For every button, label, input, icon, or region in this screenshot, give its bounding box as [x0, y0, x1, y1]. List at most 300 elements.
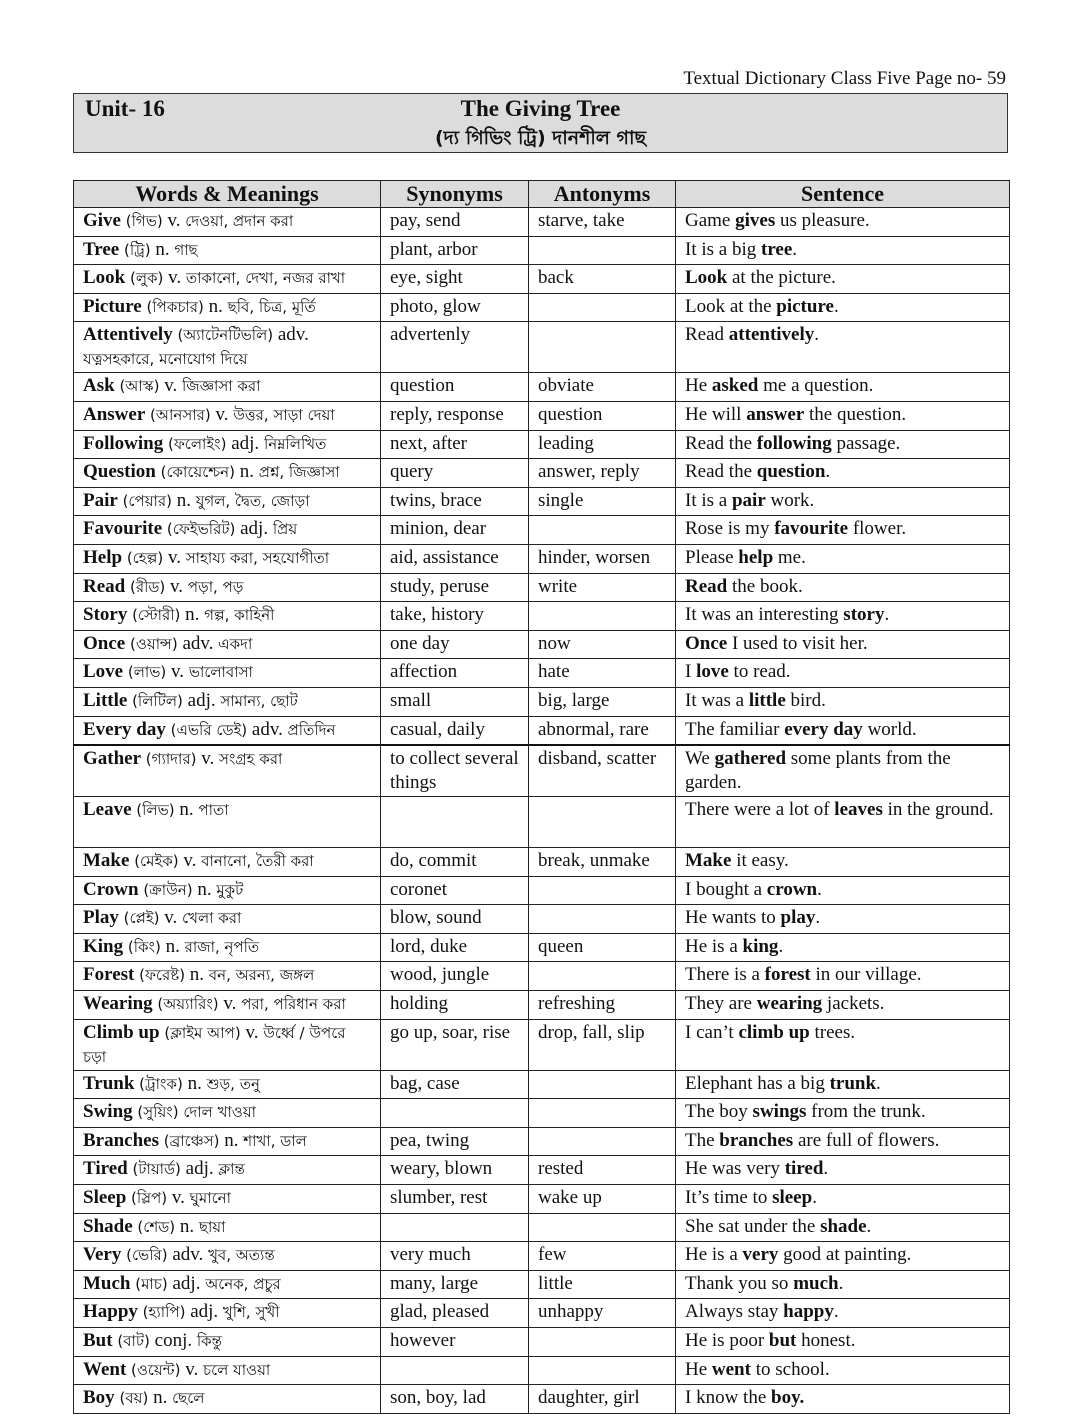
- sentence-post: it easy.: [731, 850, 789, 872]
- synonyms-cell: glad, pleased: [381, 1299, 529, 1328]
- synonyms-cell: however: [381, 1328, 529, 1357]
- word-cell: [74, 1299, 381, 1328]
- word-pronunciation: (লিভ): [136, 801, 175, 820]
- word-pronunciation: (লাভ): [127, 663, 167, 682]
- antonyms-cell: [529, 236, 676, 265]
- sentence-post: us pleasure.: [775, 210, 870, 231]
- sentence-cell: [676, 1356, 1010, 1385]
- sentence-post: .: [778, 935, 784, 957]
- table-row: [74, 1099, 1010, 1128]
- sentence-keyword: shade: [820, 1215, 867, 1237]
- word-cell: [74, 293, 381, 322]
- sentence-keyword: very: [742, 1244, 779, 1266]
- sentence-post: at the picture.: [727, 267, 836, 289]
- sentence-keyword: following: [756, 432, 832, 454]
- word-pronunciation: (গিভ): [125, 212, 163, 230]
- word-cell: [74, 516, 381, 545]
- word-cell: [74, 487, 381, 516]
- sentence-cell: [676, 1099, 1010, 1128]
- word-term: Story: [83, 604, 128, 626]
- word-part-of-speech: n.: [224, 1129, 239, 1151]
- sentence-post: .: [825, 461, 831, 483]
- word-part-of-speech: adv.: [277, 324, 309, 346]
- antonyms-cell: hinder, worsen: [529, 544, 676, 573]
- word-term: Climb up: [83, 1021, 160, 1043]
- sentence-post: .: [866, 1215, 872, 1237]
- sentence-pre: I know the: [685, 1387, 772, 1409]
- table-row: [74, 602, 1010, 631]
- synonyms-cell: holding: [381, 991, 529, 1020]
- word-meaning: খুব, অত্যন্ত: [208, 1246, 275, 1265]
- word-term: Sleep: [83, 1187, 127, 1209]
- sentence-post: work.: [765, 489, 815, 511]
- sentence-cell: [676, 630, 1010, 659]
- table-row: [74, 322, 1010, 373]
- word-meaning: ভালোবাসা: [188, 663, 253, 682]
- sentence-pre: We: [685, 748, 715, 770]
- word-pronunciation: (পেয়ার): [122, 491, 172, 510]
- antonyms-cell: [529, 516, 676, 545]
- antonyms-cell: obviate: [529, 373, 676, 402]
- sentence-keyword: gives: [735, 210, 776, 231]
- synonyms-cell: lord, duke: [381, 933, 529, 962]
- word-term: Tree: [83, 238, 120, 260]
- word-meaning: যুগল, দ্বৈত, জোড়া: [195, 491, 310, 510]
- table-row: [74, 1127, 1010, 1156]
- table-row: [74, 1156, 1010, 1185]
- word-pronunciation: (বাট): [117, 1332, 150, 1350]
- synonyms-cell: [381, 1356, 529, 1385]
- sentence-pre: I bought a: [685, 878, 767, 900]
- antonyms-cell: [529, 602, 676, 631]
- word-cell: [74, 459, 381, 488]
- word-meaning: জিজ্ঞাসা করা: [181, 377, 261, 396]
- sentence-keyword: Once: [685, 632, 728, 654]
- word-meaning: মুকুট: [216, 880, 244, 899]
- word-meaning: নিম্নলিখিত: [263, 434, 327, 453]
- sentence-keyword: every day: [784, 718, 863, 740]
- sentence-pre: Please: [685, 546, 739, 568]
- word-cell: [74, 602, 381, 631]
- antonyms-cell: few: [529, 1242, 676, 1271]
- synonyms-cell: do, commit: [381, 848, 529, 877]
- sentence-keyword: Make: [685, 850, 732, 872]
- sentence-keyword: little: [748, 689, 786, 711]
- sentence-pre: He wants to: [685, 907, 781, 929]
- header-synonyms: Synonyms: [381, 181, 529, 208]
- sentence-cell: [676, 1299, 1010, 1328]
- word-part-of-speech: adj.: [240, 518, 269, 540]
- sentence-pre: He is a: [685, 935, 743, 957]
- word-meaning: উত্তর, সাড়া দেয়া: [233, 405, 335, 424]
- sentence-keyword: asked: [711, 375, 759, 397]
- sentence-pre: Read the: [685, 432, 757, 454]
- word-part-of-speech: v.: [171, 661, 185, 683]
- sentence-cell: [676, 265, 1010, 294]
- word-cell: [74, 933, 381, 962]
- sentence-pre: He: [685, 375, 712, 397]
- word-meaning: সংগ্রহ করা: [219, 750, 283, 769]
- synonyms-cell: query: [381, 459, 529, 488]
- sentence-post: in our village.: [810, 964, 922, 986]
- word-part-of-speech: v.: [167, 210, 181, 231]
- sentence-post: in the ground.: [882, 799, 994, 821]
- word-pronunciation: (অ্যাটেনটিভলি): [177, 326, 274, 345]
- sentence-post: .: [812, 1187, 817, 1209]
- sentence-post: .: [823, 1158, 829, 1180]
- sentence-pre: Elephant has a big: [685, 1072, 830, 1094]
- sentence-post: jackets.: [822, 993, 885, 1015]
- word-cell: [74, 401, 381, 430]
- sentence-post: trees.: [809, 1021, 856, 1043]
- antonyms-cell: rested: [529, 1156, 676, 1185]
- word-meaning: খেলা করা: [182, 909, 242, 928]
- word-meaning: প্রতিদিন: [287, 720, 336, 739]
- sentence-post: bird.: [785, 689, 826, 711]
- sentence-cell: [676, 401, 1010, 430]
- antonyms-cell: [529, 322, 676, 373]
- table-row: [74, 991, 1010, 1020]
- word-part-of-speech: adv.: [251, 718, 283, 740]
- word-term: Swing: [83, 1101, 133, 1123]
- word-cell: [74, 265, 381, 294]
- word-term: But: [83, 1330, 113, 1351]
- sentence-post: .: [792, 238, 798, 260]
- word-meaning: কিন্তু: [196, 1332, 222, 1350]
- sentence-keyword: Look: [685, 267, 728, 289]
- sentence-post: me a question.: [758, 375, 874, 397]
- sentence-pre: I: [685, 661, 697, 683]
- word-cell: [74, 962, 381, 991]
- sentence-keyword: gathered: [714, 748, 787, 770]
- synonyms-cell: reply, response: [381, 401, 529, 430]
- sentence-keyword: but: [768, 1330, 797, 1351]
- word-pronunciation: (ক্রাউন): [143, 880, 193, 899]
- antonyms-cell: [529, 797, 676, 848]
- word-part-of-speech: conj.: [154, 1330, 193, 1351]
- antonyms-cell: [529, 1356, 676, 1385]
- synonyms-cell: advertenly: [381, 322, 529, 373]
- sentence-post: .: [815, 907, 821, 929]
- sentence-pre: Rose is my: [685, 518, 775, 540]
- word-term: King: [83, 935, 124, 957]
- word-part-of-speech: n.: [155, 238, 170, 260]
- synonyms-cell: to collect several things: [381, 745, 529, 797]
- antonyms-cell: [529, 1213, 676, 1242]
- antonyms-cell: single: [529, 487, 676, 516]
- word-pronunciation: (ফেইভরিট): [166, 520, 236, 539]
- word-term: Read: [83, 575, 126, 597]
- sentence-keyword: climb up: [738, 1021, 810, 1043]
- synonyms-cell: pay, send: [381, 208, 529, 237]
- word-meaning: প্রশ্ন, জিজ্ঞাসা: [258, 463, 340, 482]
- sentence-post: the question.: [804, 403, 907, 425]
- sentence-keyword: forest: [764, 964, 811, 986]
- table-row: [74, 848, 1010, 877]
- unit-header: [73, 93, 1008, 153]
- word-cell: [74, 630, 381, 659]
- word-meaning: ছবি, চিত্র, মূর্তি: [227, 297, 316, 316]
- antonyms-cell: now: [529, 630, 676, 659]
- table-row: [74, 1385, 1010, 1414]
- sentence-keyword: pair: [731, 489, 766, 511]
- antonyms-cell: [529, 293, 676, 322]
- synonyms-cell: take, history: [381, 602, 529, 631]
- word-term: Leave: [83, 799, 132, 821]
- word-pronunciation: (পিকচার): [146, 297, 204, 316]
- word-pronunciation: (লুক): [130, 269, 164, 288]
- word-cell: [74, 1019, 381, 1070]
- word-term: Much: [83, 1272, 131, 1294]
- table-row: [74, 1299, 1010, 1328]
- word-pronunciation: (শেড): [137, 1217, 176, 1236]
- sentence-pre: Look at the: [685, 295, 777, 317]
- sentence-cell: [676, 1185, 1010, 1214]
- page-reference: Textual Dictionary Class Five Page no- 59: [683, 68, 1006, 89]
- sentence-keyword: happy: [783, 1301, 834, 1323]
- word-cell: [74, 322, 381, 373]
- table-row: [74, 430, 1010, 459]
- sentence-keyword: story: [843, 604, 885, 626]
- synonyms-cell: photo, glow: [381, 293, 529, 322]
- antonyms-cell: disband, scatter: [529, 745, 676, 797]
- table-row: [74, 797, 1010, 848]
- synonyms-cell: bag, case: [381, 1070, 529, 1099]
- word-pronunciation: (ব্রাঞ্চেস): [163, 1131, 220, 1150]
- word-term: Question: [83, 461, 156, 483]
- synonyms-cell: question: [381, 373, 529, 402]
- word-part-of-speech: n.: [185, 604, 200, 626]
- word-term: Make: [83, 850, 130, 872]
- word-pronunciation: (আনসার): [150, 405, 211, 424]
- word-pronunciation: (ট্রাংক): [139, 1074, 183, 1093]
- word-cell: [74, 236, 381, 265]
- synonyms-cell: study, peruse: [381, 573, 529, 602]
- sentence-pre: It was an interesting: [685, 604, 844, 626]
- header-antonyms: Antonyms: [529, 181, 676, 208]
- word-pronunciation: (বয়): [119, 1389, 149, 1408]
- synonyms-cell: many, large: [381, 1270, 529, 1299]
- header-words: Words & Meanings: [74, 181, 381, 208]
- word-part-of-speech: n.: [189, 964, 205, 986]
- word-term: Forest: [83, 964, 135, 986]
- table-row: [74, 659, 1010, 688]
- word-pronunciation: (ওয়ান্স): [129, 634, 178, 653]
- sentence-cell: [676, 459, 1010, 488]
- word-cell: [74, 430, 381, 459]
- sentence-keyword: king: [742, 935, 779, 957]
- table-row: [74, 401, 1010, 430]
- sentence-keyword: swings: [752, 1101, 807, 1123]
- antonyms-cell: [529, 876, 676, 905]
- word-pronunciation: (রীড): [129, 577, 166, 596]
- word-pronunciation: (হ্যাপি): [142, 1303, 186, 1322]
- word-cell: [74, 797, 381, 848]
- sentence-keyword: favourite: [774, 518, 849, 540]
- word-term: Tired: [83, 1158, 128, 1180]
- sentence-cell: [676, 848, 1010, 877]
- synonyms-cell: blow, sound: [381, 905, 529, 934]
- sentence-keyword: much: [793, 1272, 839, 1294]
- word-meaning: দোল খাওয়া: [183, 1103, 257, 1122]
- word-meaning: সামান্য, ছোট: [220, 691, 298, 710]
- sentence-cell: [676, 876, 1010, 905]
- word-term: Picture: [83, 295, 142, 317]
- word-part-of-speech: n.: [239, 461, 254, 483]
- synonyms-cell: son, boy, lad: [381, 1385, 529, 1414]
- sentence-post: some plants from the garden.: [685, 748, 951, 794]
- antonyms-cell: back: [529, 265, 676, 294]
- antonyms-cell: starve, take: [529, 208, 676, 237]
- synonyms-cell: plant, arbor: [381, 236, 529, 265]
- synonyms-cell: [381, 797, 529, 848]
- word-part-of-speech: v.: [245, 1021, 259, 1043]
- sentence-post: I used to visit her.: [727, 632, 868, 654]
- synonyms-cell: one day: [381, 630, 529, 659]
- word-meaning: গাছ: [174, 240, 198, 259]
- word-part-of-speech: n.: [179, 799, 194, 821]
- antonyms-cell: queen: [529, 933, 676, 962]
- sentence-pre: She sat under the: [685, 1215, 821, 1237]
- word-meaning: দেওয়া, প্রদান করা: [185, 212, 294, 230]
- word-pronunciation: (প্লেই): [123, 909, 160, 928]
- synonyms-cell: [381, 1213, 529, 1242]
- sentence-cell: [676, 293, 1010, 322]
- sentence-pre: Read: [685, 324, 729, 346]
- word-term: Happy: [83, 1301, 138, 1323]
- word-meaning: পড়া, পড়: [187, 577, 244, 596]
- sentence-post: honest.: [796, 1330, 856, 1351]
- word-term: Went: [83, 1358, 127, 1380]
- word-term: Help: [83, 546, 123, 568]
- unit-title: The Giving Tree: [460, 96, 621, 121]
- word-term: Little: [83, 689, 128, 711]
- word-term: Boy: [83, 1387, 115, 1409]
- word-term: Give: [83, 210, 121, 231]
- antonyms-cell: write: [529, 573, 676, 602]
- word-term: Trunk: [83, 1072, 135, 1094]
- sentence-pre: It was a: [685, 689, 749, 711]
- synonyms-cell: [381, 1099, 529, 1128]
- word-pronunciation: (আস্ক): [119, 377, 160, 396]
- sentence-pre: I can’t: [685, 1021, 739, 1043]
- table-row: [74, 905, 1010, 934]
- antonyms-cell: [529, 962, 676, 991]
- word-term: Favourite: [83, 518, 163, 540]
- table-row: [74, 1356, 1010, 1385]
- sentence-cell: [676, 208, 1010, 237]
- word-cell: [74, 1185, 381, 1214]
- word-term: Attentively: [83, 324, 173, 346]
- word-cell: [74, 1385, 381, 1414]
- sentence-pre: Thank you so: [685, 1272, 794, 1294]
- sentence-cell: [676, 716, 1010, 745]
- word-cell: [74, 848, 381, 877]
- word-part-of-speech: v.: [167, 546, 181, 568]
- word-meaning: অনেক, প্রচুর: [205, 1274, 281, 1293]
- word-cell: [74, 1127, 381, 1156]
- word-cell: [74, 991, 381, 1020]
- sentence-pre: Always stay: [685, 1301, 784, 1323]
- word-part-of-speech: v.: [168, 267, 182, 289]
- sentence-keyword: branches: [719, 1129, 794, 1151]
- word-term: Shade: [83, 1215, 133, 1237]
- table-row: [74, 1070, 1010, 1099]
- word-term: Answer: [83, 403, 146, 425]
- table-row: [74, 459, 1010, 488]
- word-part-of-speech: n.: [208, 295, 223, 317]
- sentence-cell: [676, 1019, 1010, 1070]
- sentence-post: .: [817, 878, 822, 900]
- word-cell: [74, 544, 381, 573]
- table-row: [74, 1242, 1010, 1271]
- table-row: [74, 516, 1010, 545]
- sentence-keyword: boy.: [771, 1387, 805, 1409]
- synonyms-cell: slumber, rest: [381, 1185, 529, 1214]
- word-part-of-speech: n.: [176, 489, 191, 511]
- table-row: [74, 962, 1010, 991]
- sentence-cell: [676, 745, 1010, 797]
- table-row: [74, 236, 1010, 265]
- antonyms-cell: leading: [529, 430, 676, 459]
- word-meaning: একদা: [218, 634, 253, 653]
- sentence-cell: [676, 687, 1010, 716]
- sentence-cell: [676, 962, 1010, 991]
- sentence-pre: The boy: [685, 1101, 753, 1123]
- word-cell: [74, 208, 381, 237]
- sentence-post: .: [884, 604, 890, 626]
- antonyms-cell: daughter, girl: [529, 1385, 676, 1414]
- sentence-pre: Read the: [685, 461, 757, 483]
- word-cell: [74, 1213, 381, 1242]
- word-pronunciation: (ওয়েন্ট): [131, 1360, 181, 1379]
- sentence-post: from the trunk.: [806, 1101, 926, 1123]
- word-pronunciation: (স্লিপ): [131, 1189, 168, 1208]
- sentence-keyword: wearing: [756, 993, 823, 1015]
- table-row: [74, 1213, 1010, 1242]
- antonyms-cell: wake up: [529, 1185, 676, 1214]
- table-row: [74, 1270, 1010, 1299]
- word-term: Wearing: [83, 993, 153, 1015]
- sentence-post: world.: [862, 718, 917, 740]
- synonyms-cell: weary, blown: [381, 1156, 529, 1185]
- word-cell: [74, 1156, 381, 1185]
- antonyms-cell: big, large: [529, 687, 676, 716]
- sentence-pre: It is a big: [685, 238, 761, 260]
- sentence-pre: There were a lot of: [685, 799, 835, 821]
- sentence-keyword: leaves: [834, 799, 883, 821]
- word-meaning: পাতা: [198, 801, 229, 820]
- sentence-post: the book.: [727, 575, 803, 597]
- sentence-keyword: Read: [685, 575, 728, 597]
- sentence-keyword: love: [696, 661, 729, 683]
- word-cell: [74, 373, 381, 402]
- sentence-cell: [676, 797, 1010, 848]
- sentence-cell: [676, 430, 1010, 459]
- word-pronunciation: (লিটিল): [132, 691, 183, 710]
- antonyms-cell: [529, 905, 676, 934]
- word-pronunciation: (ফলোইং): [167, 434, 227, 453]
- table-row: [74, 265, 1010, 294]
- word-pronunciation: (ভেরি): [126, 1246, 168, 1265]
- word-meaning: ছেলে: [172, 1389, 205, 1408]
- word-meaning: বন, অরন্য, জঙ্গল: [208, 966, 315, 985]
- sentence-pre: Game: [685, 210, 736, 231]
- word-part-of-speech: v.: [223, 993, 237, 1015]
- antonyms-cell: [529, 1070, 676, 1099]
- table-row: [74, 373, 1010, 402]
- synonyms-cell: minion, dear: [381, 516, 529, 545]
